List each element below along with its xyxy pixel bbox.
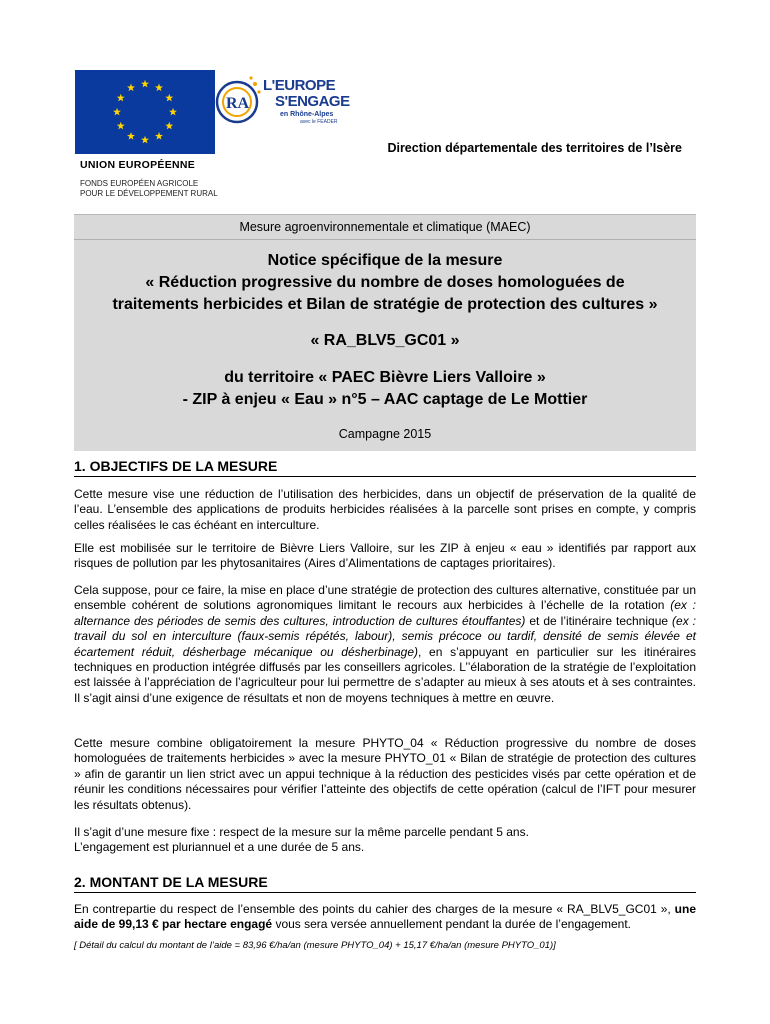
ra-slogan-line4: avec le FEADER	[300, 119, 338, 125]
aid-amount: une aide de 99,13 € par hectare engagé	[74, 902, 696, 932]
eu-fund-line1: FONDS EUROPÉEN AGRICOLE	[80, 179, 199, 188]
s2-text-c: vous sera versée annuellement pendant la durée de l’engagement.	[272, 917, 632, 932]
p3-italic-d: (ex : travail du sol en interculture (faux-semis répétés, labour), semis précoce ou tardif, densité de semis élevée et écartement réduit, désherbage mécanique ou désherbinage)	[74, 613, 697, 659]
section2-heading: 2. MONTANT DE LA MESURE	[74, 874, 696, 893]
direction-header: Direction départementale des territoires de l’Isère	[387, 141, 682, 155]
ra-slogan-line1: L'EUROPE	[263, 77, 336, 94]
notice-line3: traitements herbicides et Bilan de stratégie de protection des cultures »	[112, 296, 658, 313]
measure-code: « RA_BLV5_GC01 »	[310, 332, 460, 349]
territory-line2: - ZIP à enjeu « Eau » n°5 – AAC captage de Le Mottier	[182, 391, 588, 408]
campaign-label: Campagne 2015	[338, 427, 432, 441]
section1-paragraph1: Cette mesure vise une réduction de l’utilisation des herbicides, dans un objectif de préservation de la qualité de l’eau. L’ensemble des applications de produits herbicides réalisées à la parcelle sont prises en compte, y compris celles réalisées le cas échéant en interculture.	[74, 487, 696, 532]
p3-text-a: Cela suppose, pour ce faire, la mise en place d’une stratégie de protection des cultures alternative, constituée par un ensemble cohérent de solutions agronomiques limitant le recours aux herbicides à l’échelle de la rotation	[74, 583, 696, 613]
title-box	[74, 214, 696, 451]
eu-fund-line2: POUR LE DÉVELOPPEMENT RURAL	[80, 189, 218, 198]
section2-paragraph1	[74, 902, 696, 933]
ra-badge-text: RA	[226, 95, 250, 112]
p3-italic-b: (ex : alternance des périodes de semis des cultures, introduction de cultures étouffantes)	[74, 598, 696, 628]
notice-title	[74, 250, 696, 316]
territory-line1: du territoire « PAEC Bièvre Liers Valloire »	[224, 369, 546, 386]
p3-text-c: et de l’itinéraire technique	[525, 613, 673, 628]
ra-slogan-line3: en Rhône-Alpes	[280, 111, 334, 118]
section1-paragraph3	[74, 583, 696, 706]
p5-line1: Il s’agit d’une mesure fixe : respect de la mesure sur la même parcelle pendant 5 ans.	[74, 825, 529, 839]
measure-subtitle: Mesure agroenvironnementale et climatique (MAEC)	[239, 220, 531, 234]
eu-fund-label	[80, 179, 218, 199]
ra-slogan-line2: S'ENGAGE	[275, 93, 350, 110]
section1-paragraph2: Elle est mobilisée sur le territoire de Bièvre Liers Valloire, sur les ZIP à enjeu « eau » identifiés par rapport aux risques de pollution par les phytosanitaires (Aires d’Alimentations de captages prioritaires).	[74, 541, 696, 571]
title-divider	[74, 239, 696, 240]
notice-line1: Notice spécifique de la mesure	[267, 252, 503, 269]
p5-line2: L’engagement est pluriannuel et a une durée de 5 ans.	[74, 840, 365, 855]
p3-text-e: , en s’appuyant en particulier sur les itinéraires techniques en production intégrée diffusés par les conseillers agricoles. L’’élaboration de la stratégie de l’exploitation est laissée à l’appréciation de l’agriculteur pour lui permettre de s’adapter au mieux à ses atouts et à ses contraintes. Il s’agit ainsi d’une exigence de résultats et non de moyens techniques à mettre en œuvre.	[74, 644, 696, 705]
territory-title	[74, 367, 696, 411]
aid-calculation-note: [ Détail du calcul du montant de l’aide = 83,96 €/ha/an (mesure PHYTO_04) + 15,17 €/ha/an (mesure PHYTO_01)]	[74, 940, 556, 951]
section1-paragraph4: Cette mesure combine obligatoirement la mesure PHYTO_04 « Réduction progressive du nombre de doses homologuées de traitements herbicides » avec la mesure PHYTO_01 « Bilan de stratégie de protection des cultures » afin de garantir un lien strict avec un appui technique à la réduction des pesticides visés par cette opération et de réunir les conditions nécessaires pour vérifier l’atteinte des objectifs de cette opération (calcul de l’IFT pour mesurer les résultats obtenus).	[74, 736, 696, 812]
section1-heading: 1. OBJECTIFS DE LA MESURE	[74, 458, 696, 477]
eu-stars-icon	[75, 70, 215, 154]
section1-paragraph5	[74, 825, 696, 856]
eu-label: UNION EUROPÉENNE	[80, 159, 196, 171]
s2-text-a: En contrepartie du respect de l’ensemble des points du cahier des charges de la mesure « RA_BLV5_GC01 »,	[74, 902, 675, 916]
notice-line2: « Réduction progressive du nombre de doses homologuées de	[145, 274, 625, 291]
eu-flag-logo	[75, 70, 215, 154]
